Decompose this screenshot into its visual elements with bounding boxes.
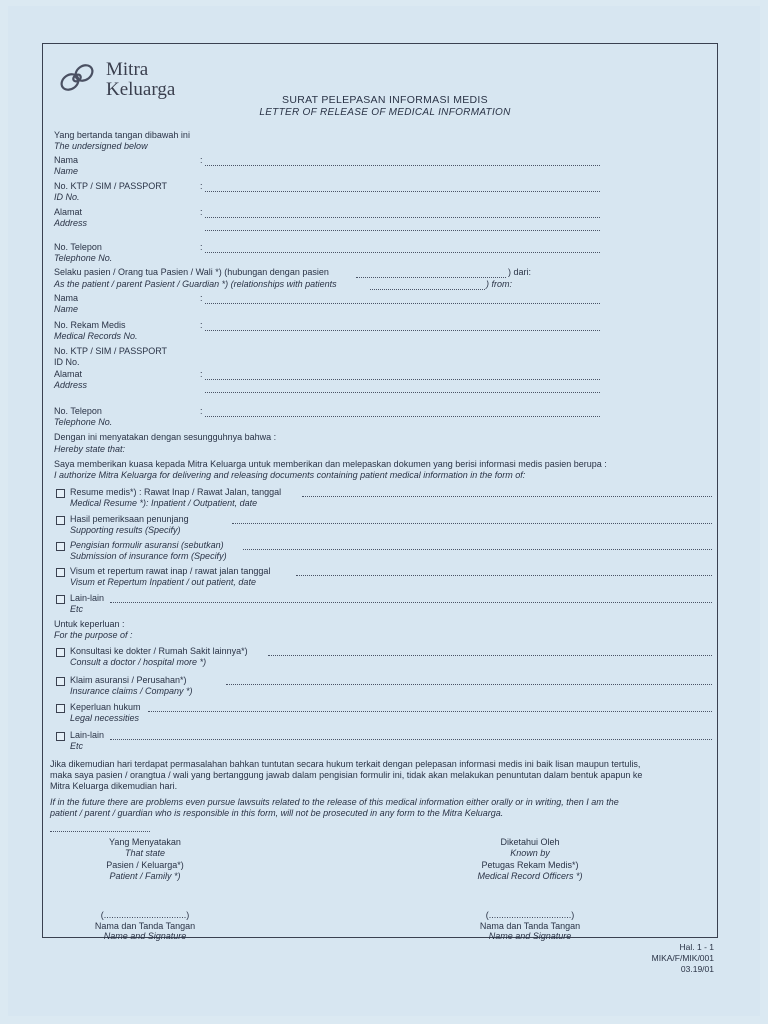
patient-name-input-line[interactable] [205, 303, 600, 304]
checkbox-other-purpose[interactable] [56, 732, 65, 741]
disclaimer-line: Mitra Keluarga dikemudian hari. [50, 781, 178, 791]
intro-label: Yang bertanda tangan dibawah ini [54, 130, 190, 140]
intro-label-english: The undersigned below [54, 141, 148, 151]
purpose-label: Untuk keperluan : [54, 619, 125, 629]
consultation-input-line[interactable] [268, 655, 712, 656]
checkbox-label: Hasil pemeriksaan penunjang [70, 514, 189, 524]
checkbox-label-english: Insurance claims / Company *) [70, 686, 193, 696]
field-label-english: Telephone No. [54, 253, 113, 263]
checkbox-legal-necessities[interactable] [56, 704, 65, 713]
field-label: No. Telepon [54, 242, 102, 252]
other-purpose-input-line[interactable] [110, 739, 712, 740]
purpose-label-english: For the purpose of : [54, 630, 133, 640]
relation-label-english: As the patient / parent Pasient / Guardian *) (relationships with patients [54, 279, 337, 289]
checkbox-visum-repertum[interactable] [56, 568, 65, 577]
checkbox-label-english: Etc [70, 741, 84, 751]
statement-label: Dengan ini menyatakan dengan sesungguhnya bahwa : [54, 432, 277, 442]
field-label: Nama [54, 155, 79, 165]
address-input-line[interactable] [205, 217, 600, 218]
field-label-english: Name [54, 166, 79, 176]
checkbox-label: Resume medis*) : Rawat Inap / Rawat Jalan, tanggal [70, 487, 282, 497]
signature-left-role-english: Patient / Family *) [109, 871, 181, 881]
authorize-text-english: I authorize Mitra Keluarga for delivering and releasing documents containing patient medical information in the form of: [54, 470, 526, 480]
disclaimer-line-english: patient / parent / guardian who is responsible in this form, will not be prosecuted in any form to the Mitra Keluarga. [50, 808, 504, 818]
signature-left-title: Yang Menyatakan [109, 837, 181, 847]
checkbox-label: Keperluan hukum [70, 702, 141, 712]
signature-left-title-english: That state [124, 848, 166, 858]
checkbox-label-english: Medical Resume *): Inpatient / Outpatient, date [70, 498, 258, 508]
signature-right-title: Diketahui Oleh [500, 837, 560, 847]
disclaimer-line: Jika dikemudian hari terdapat permasalahan bahkan tuntutan secara hukum terkait dengan pelepasan informasi medis ini baik lisan maupun tertulis, [50, 759, 641, 769]
field-label-english: Address [54, 380, 88, 390]
field-label-english: Address [54, 218, 88, 228]
insurance-form-input-line[interactable] [243, 549, 712, 550]
signature-left-caption-english: Name and Signature [103, 931, 187, 941]
logo-text [106, 60, 175, 100]
field-label: Alamat [54, 207, 83, 217]
statement-label-english: Hereby state that: [54, 444, 126, 454]
form-code: MIKA/F/MIK/001 [651, 953, 714, 963]
medical-record-input-line[interactable] [205, 330, 600, 331]
checkbox-insurance-claims[interactable] [56, 677, 65, 686]
patient-address-input-line[interactable] [205, 379, 600, 380]
disclaimer-line-english: If in the future there are problems even pursue lawsuits related to the release of this medical information either orally or in writing, then I am the [50, 797, 619, 807]
signature-right-role-english: Medical Record Officers *) [477, 871, 583, 881]
visum-repertum-input-line[interactable] [296, 575, 712, 576]
patient-address-input-line[interactable] [205, 392, 600, 393]
page-number: Hal. 1 - 1 [679, 942, 714, 952]
relation-label: Selaku pasien / Orang tua Pasien / Wali *) (hubungan dengan pasien [54, 267, 329, 277]
checkbox-other-documents[interactable] [56, 595, 65, 604]
authorize-text: Saya memberikan kuasa kepada Mitra Keluarga untuk memberikan dan melepaskan dokumen yang berisi informasi medis pasien berupa : [54, 459, 607, 469]
checkbox-label-english: Consult a doctor / hospital more *) [70, 657, 207, 667]
form-revision: 03.19/01 [680, 964, 714, 974]
checkbox-label-english: Supporting results (Specify) [70, 525, 181, 535]
form-title: SURAT PELEPASAN INFORMASI MEDIS [282, 94, 488, 106]
checkbox-medical-resume[interactable] [56, 489, 65, 498]
field-label-english: ID No. [54, 192, 80, 202]
signature-right-role: Petugas Rekam Medis*) [481, 860, 579, 870]
checkbox-label: Lain-lain [70, 730, 105, 740]
signature-left-role: Pasien / Keluarga*) [106, 860, 184, 870]
signature-left-name-field[interactable]: (.................................) [100, 910, 190, 920]
logo-symbol-icon [56, 58, 102, 98]
field-label: Alamat [54, 369, 83, 379]
checkbox-insurance-form[interactable] [56, 542, 65, 551]
signature-right-caption-english: Name and Signature [488, 931, 572, 941]
signature-right-caption: Nama dan Tanda Tangan [479, 921, 581, 931]
signature-right-name-field[interactable]: (.................................) [485, 910, 575, 920]
other-documents-input-line[interactable] [110, 602, 712, 603]
medical-resume-input-line[interactable] [302, 496, 712, 497]
checkbox-label: Visum et repertum rawat inap / rawat jalan tanggal [70, 566, 271, 576]
checkbox-label-english: Visum et Repertum Inpatient / out patient, date [70, 577, 256, 587]
checkbox-label: Konsultasi ke dokter / Rumah Sakit lainnya*) [70, 646, 248, 656]
field-label-english: Name [54, 304, 79, 314]
logo-text-line1: Mitra [106, 59, 149, 80]
field-label: No. Telepon [54, 406, 102, 416]
field-label-english: ID No. [54, 357, 80, 367]
relation-label-english-end: ) from: [486, 279, 512, 289]
name-input-line[interactable] [205, 165, 600, 166]
relation-label-end: ) dari: [508, 267, 532, 277]
signature-left-caption: Nama dan Tanda Tangan [94, 921, 196, 931]
checkbox-label-english: Submission of insurance form (Specify) [70, 551, 227, 561]
patient-telephone-input-line[interactable] [205, 416, 600, 417]
legal-necessities-input-line[interactable] [148, 711, 712, 712]
form-title-english: LETTER OF RELEASE OF MEDICAL INFORMATION [259, 107, 511, 118]
relation-input-line-english [370, 289, 485, 290]
field-label-english: Telephone No. [54, 417, 113, 427]
disclaimer-line: maka saya pasien / orangtua / wali yang bertanggung jawab dalam pengisian formulir ini, tidak akan melakukan penuntutan dalam bentuk apapun ke [50, 770, 643, 780]
address-input-line[interactable] [205, 230, 600, 231]
checkbox-label-english: Legal necessities [70, 713, 140, 723]
signature-right-title-english: Known by [510, 848, 550, 858]
field-label: No. Rekam Medis [54, 320, 126, 330]
relation-input-line[interactable] [356, 277, 506, 278]
telephone-input-line[interactable] [205, 252, 600, 253]
field-label: Nama [54, 293, 79, 303]
logo-text-line2: Keluarga [106, 79, 176, 100]
checkbox-label: Lain-lain [70, 593, 105, 603]
place-date-input-line[interactable] [50, 831, 150, 832]
field-label: No. KTP / SIM / PASSPORT [54, 346, 168, 356]
id-number-input-line[interactable] [205, 191, 600, 192]
checkbox-consultation[interactable] [56, 648, 65, 657]
field-label-english: Medical Records No. [54, 331, 138, 341]
insurance-claims-input-line[interactable] [226, 684, 712, 685]
checkbox-supporting-results[interactable] [56, 516, 65, 525]
field-label: No. KTP / SIM / PASSPORT [54, 181, 168, 191]
supporting-results-input-line[interactable] [232, 523, 712, 524]
checkbox-label-english: Etc [70, 604, 84, 614]
checkbox-label: Pengisian formulir asuransi (sebutkan) [70, 540, 224, 550]
checkbox-label: Klaim asuransi / Perusahan*) [70, 675, 187, 685]
mitra-keluarga-logo [56, 58, 206, 102]
